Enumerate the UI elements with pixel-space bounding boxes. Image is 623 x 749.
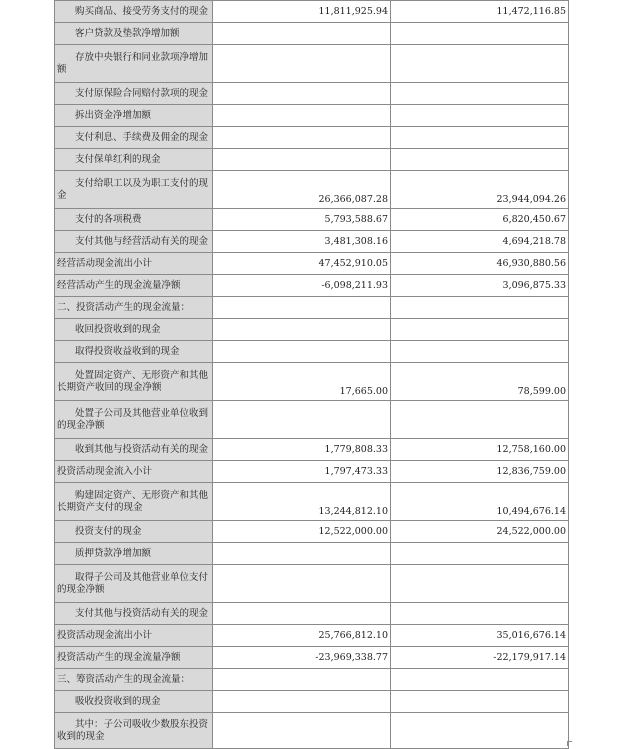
current-period-amount <box>213 603 391 625</box>
row-label: 支付保单红利的现金 <box>55 149 213 171</box>
prior-period-amount: 35,016,676.14 <box>391 625 569 647</box>
prior-period-amount <box>391 565 569 603</box>
table-row <box>55 647 569 669</box>
current-period-amount <box>213 543 391 565</box>
table-row <box>55 319 569 341</box>
row-label: 二、投资活动产生的现金流量： <box>55 297 213 319</box>
row-label: 支付给职工以及为职工支付的现金 <box>55 171 213 209</box>
table-row <box>55 297 569 319</box>
table-row <box>55 461 569 483</box>
prior-period-amount: 23,944,094.26 <box>391 171 569 209</box>
row-label: 三、筹资活动产生的现金流量： <box>55 669 213 691</box>
current-period-amount <box>213 565 391 603</box>
row-label: 处置固定资产、无形资产和其他长期资产收回的现金净额 <box>55 363 213 401</box>
prior-period-amount: -22,179,917.14 <box>391 647 569 669</box>
prior-period-amount: 78,599.00 <box>391 363 569 401</box>
prior-period-amount: 12,836,759.00 <box>391 461 569 483</box>
row-label: 取得投资收益收到的现金 <box>55 341 213 363</box>
prior-period-amount <box>391 543 569 565</box>
current-period-amount <box>213 713 391 749</box>
current-period-amount <box>213 669 391 691</box>
row-label: 质押贷款净增加额 <box>55 543 213 565</box>
current-period-amount <box>213 319 391 341</box>
prior-period-amount <box>391 45 569 83</box>
current-period-amount <box>213 401 391 439</box>
current-period-amount: -23,969,338.77 <box>213 647 391 669</box>
prior-period-amount: 11,472,116.85 <box>391 1 569 23</box>
table-row <box>55 23 569 45</box>
row-label: 拆出资金净增加额 <box>55 105 213 127</box>
row-label: 收到其他与投资活动有关的现金 <box>55 439 213 461</box>
table-row <box>55 439 569 461</box>
current-period-amount: 12,522,000.00 <box>213 521 391 543</box>
current-period-amount <box>213 691 391 713</box>
prior-period-amount <box>391 23 569 45</box>
current-period-amount: 47,452,910.05 <box>213 253 391 275</box>
table-row <box>55 275 569 297</box>
prior-period-amount: 24,522,000.00 <box>391 521 569 543</box>
table-row <box>55 401 569 439</box>
prior-period-amount <box>391 341 569 363</box>
cash-flow-table-body <box>55 1 569 749</box>
table-row <box>55 171 569 209</box>
table-row <box>55 363 569 401</box>
prior-period-amount <box>391 603 569 625</box>
row-label: 支付原保险合同赔付款项的现金 <box>55 83 213 105</box>
current-period-amount <box>213 341 391 363</box>
prior-period-amount: 46,930,880.56 <box>391 253 569 275</box>
prior-period-amount: 4,694,218.78 <box>391 231 569 253</box>
prior-period-amount: 12,758,160.00 <box>391 439 569 461</box>
current-period-amount <box>213 45 391 83</box>
prior-period-amount <box>391 691 569 713</box>
table-row <box>55 483 569 521</box>
prior-period-amount: 10,494,676.14 <box>391 483 569 521</box>
prior-period-amount <box>391 401 569 439</box>
table-row <box>55 127 569 149</box>
table-row <box>55 231 569 253</box>
row-label: 处置子公司及其他营业单位收到的现金净额 <box>55 401 213 439</box>
prior-period-amount <box>391 105 569 127</box>
prior-period-amount <box>391 319 569 341</box>
row-label: 支付的各项税费 <box>55 209 213 231</box>
row-label: 投资活动现金流入小计 <box>55 461 213 483</box>
row-label: 支付其他与经营活动有关的现金 <box>55 231 213 253</box>
current-period-amount <box>213 297 391 319</box>
table-row <box>55 543 569 565</box>
table-row <box>55 209 569 231</box>
prior-period-amount <box>391 149 569 171</box>
table-row <box>55 669 569 691</box>
prior-period-amount <box>391 297 569 319</box>
table-row <box>55 149 569 171</box>
current-period-amount: -6,098,211.93 <box>213 275 391 297</box>
row-label: 购建固定资产、无形资产和其他长期资产支付的现金 <box>55 483 213 521</box>
row-label: 投资活动现金流出小计 <box>55 625 213 647</box>
row-label: 客户贷款及垫款净增加额 <box>55 23 213 45</box>
current-period-amount: 1,797,473.33 <box>213 461 391 483</box>
current-period-amount: 1,779,808.33 <box>213 439 391 461</box>
page-corner-mark <box>567 741 572 746</box>
row-label: 吸收投资收到的现金 <box>55 691 213 713</box>
current-period-amount: 3,481,308.16 <box>213 231 391 253</box>
row-label: 取得子公司及其他营业单位支付的现金净额 <box>55 565 213 603</box>
table-row <box>55 105 569 127</box>
row-label: 支付利息、手续费及佣金的现金 <box>55 127 213 149</box>
table-row <box>55 521 569 543</box>
current-period-amount <box>213 149 391 171</box>
current-period-amount: 17,665.00 <box>213 363 391 401</box>
table-row <box>55 253 569 275</box>
row-label: 存放中央银行和同业款项净增加额 <box>55 45 213 83</box>
row-label: 经营活动产生的现金流量净额 <box>55 275 213 297</box>
table-row <box>55 603 569 625</box>
row-label: 购买商品、接受劳务支付的现金 <box>55 1 213 23</box>
table-row <box>55 691 569 713</box>
prior-period-amount: 6,820,450.67 <box>391 209 569 231</box>
prior-period-amount <box>391 127 569 149</box>
prior-period-amount <box>391 83 569 105</box>
row-label: 其中：子公司吸收少数股东投资收到的现金 <box>55 713 213 749</box>
table-row <box>55 83 569 105</box>
current-period-amount: 26,366,087.28 <box>213 171 391 209</box>
current-period-amount: 5,793,588.67 <box>213 209 391 231</box>
prior-period-amount: 3,096,875.33 <box>391 275 569 297</box>
current-period-amount: 25,766,812.10 <box>213 625 391 647</box>
prior-period-amount <box>391 713 569 749</box>
table-row <box>55 625 569 647</box>
table-row <box>55 713 569 749</box>
current-period-amount: 11,811,925.94 <box>213 1 391 23</box>
current-period-amount <box>213 127 391 149</box>
current-period-amount <box>213 105 391 127</box>
table-row <box>55 565 569 603</box>
current-period-amount: 13,244,812.10 <box>213 483 391 521</box>
row-label: 投资支付的现金 <box>55 521 213 543</box>
row-label: 支付其他与投资活动有关的现金 <box>55 603 213 625</box>
current-period-amount <box>213 83 391 105</box>
row-label: 收回投资收到的现金 <box>55 319 213 341</box>
table-row <box>55 341 569 363</box>
prior-period-amount <box>391 669 569 691</box>
row-label: 经营活动现金流出小计 <box>55 253 213 275</box>
current-period-amount <box>213 23 391 45</box>
row-label: 投资活动产生的现金流量净额 <box>55 647 213 669</box>
table-row <box>55 45 569 83</box>
table-row <box>55 1 569 23</box>
cash-flow-table <box>54 0 569 749</box>
